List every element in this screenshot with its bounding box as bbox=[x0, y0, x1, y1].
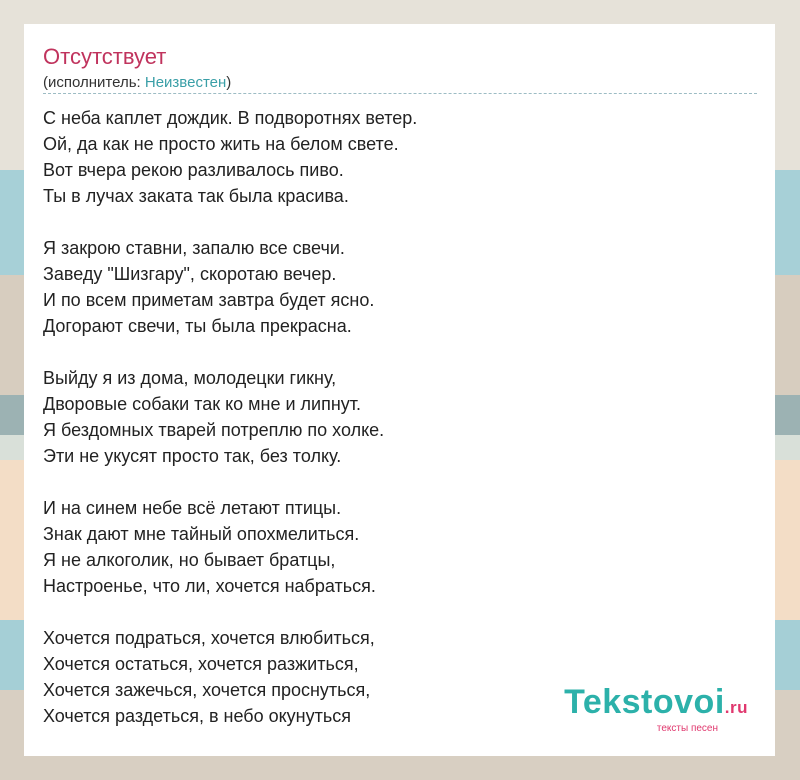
logo-wordmark bbox=[564, 685, 748, 725]
lyric-line: Ты в лучах заката так была красива. bbox=[43, 186, 349, 206]
logo-tld: .ru bbox=[724, 698, 748, 717]
logo-word: Tekstovoi bbox=[564, 683, 725, 721]
lyric-line: Хочется подраться, хочется влюбиться, bbox=[43, 628, 375, 648]
stanza bbox=[43, 365, 417, 469]
lyric-line: Я бездомных тварей потреплю по холке. bbox=[43, 420, 385, 440]
lyric-line: Эти не укусят просто так, без толку. bbox=[43, 446, 342, 466]
lyric-line: Вот вчера рекою разливалось пиво. bbox=[43, 160, 344, 180]
lyrics-body bbox=[43, 105, 417, 729]
lyric-line: Выйду я из дома, молодецки гикну, bbox=[43, 368, 337, 388]
lyric-line: Догорают свечи, ты была прекрасна. bbox=[43, 316, 352, 336]
stanza bbox=[43, 235, 417, 339]
lyric-line: Заведу "Шизгару", скоротаю вечер. bbox=[43, 264, 337, 284]
site-logo[interactable] bbox=[564, 685, 748, 734]
artist-suffix: ) bbox=[226, 74, 232, 91]
artist-link[interactable]: Неизвестен bbox=[144, 74, 227, 91]
lyric-line: Хочется остаться, хочется разжиться, bbox=[43, 654, 359, 674]
lyric-line: Знак дают мне тайный опохмелиться. bbox=[43, 524, 360, 544]
lyrics-card bbox=[24, 24, 775, 756]
stanza bbox=[43, 495, 417, 599]
lyric-line: Хочется зажечься, хочется проснуться, bbox=[43, 680, 371, 700]
dashed-divider bbox=[43, 93, 757, 94]
lyric-line: Ой, да как не просто жить на белом свете. bbox=[43, 134, 399, 154]
song-title: Отсутствует bbox=[43, 44, 167, 69]
artist-prefix: (исполнитель: bbox=[43, 74, 145, 91]
artist-line bbox=[43, 74, 231, 91]
lyric-line: Я закрою ставни, запалю все свечи. bbox=[43, 238, 345, 258]
lyric-line: Хочется раздеться, в небо окунуться bbox=[43, 706, 351, 726]
logo-tagline: тексты песен bbox=[656, 723, 718, 734]
lyric-line: Настроенье, что ли, хочется набраться. bbox=[43, 576, 376, 596]
lyric-line: И на синем небе всё летают птицы. bbox=[43, 498, 342, 518]
lyric-line: И по всем приметам завтра будет ясно. bbox=[43, 290, 375, 310]
lyric-line: Я не алкоголик, но бывает братцы, bbox=[43, 550, 336, 570]
stanza bbox=[43, 105, 417, 209]
stanza bbox=[43, 625, 417, 729]
lyric-line: С неба каплет дождик. В подворотнях ветер. bbox=[43, 108, 418, 128]
lyric-line: Дворовые собаки так ко мне и липнут. bbox=[43, 394, 362, 414]
